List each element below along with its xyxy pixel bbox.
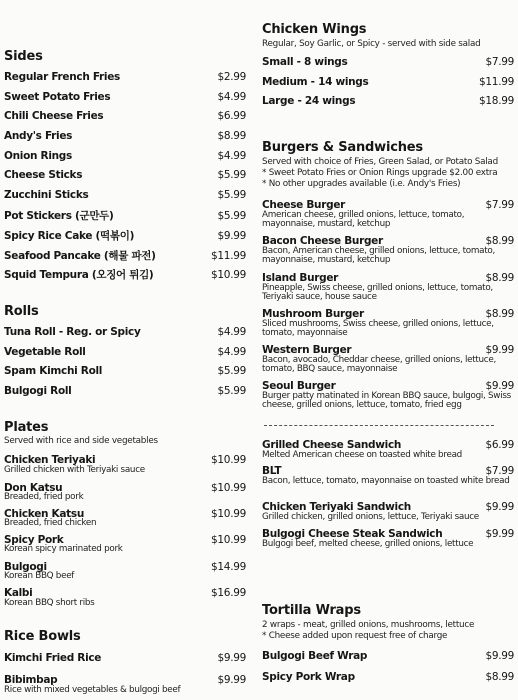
- item-price: $8.99: [485, 308, 514, 320]
- menu-item: [4, 150, 246, 165]
- menu-item: [4, 169, 246, 184]
- item-price: $7.99: [485, 465, 514, 477]
- menu-item: [4, 208, 246, 223]
- menu-item: [4, 91, 246, 106]
- menu-item: [4, 189, 246, 204]
- item-price: $8.99: [217, 130, 246, 142]
- item-description: Bacon, avocado, Cheddar cheese, grilled onions, lettuce, tomato, BBQ sauce, mayonnaise: [262, 355, 496, 375]
- item-name: Island Burger: [262, 272, 339, 284]
- section-title-rice-bowls: Rice Bowls: [4, 629, 81, 644]
- section-title-sides: Sides: [4, 49, 43, 64]
- tortilla-note: * Cheese added upon request free of charge: [262, 631, 448, 641]
- menu-item: [4, 110, 246, 125]
- menu-item: [4, 130, 246, 145]
- item-description: Grilled chicken, grilled onions, lettuce, Teriyaki sauce: [262, 512, 479, 522]
- item-name: Kalbi: [4, 587, 33, 599]
- item-price: $9.99: [485, 344, 514, 356]
- item-price: $18.99: [479, 95, 514, 107]
- item-price: $5.99: [217, 210, 246, 222]
- item-name: Bulgogi Cheese Steak Sandwich: [262, 528, 443, 540]
- menu-item: [4, 652, 246, 667]
- item-description: Grilled chicken with Teriyaki sauce: [4, 465, 145, 475]
- burgers-note: * No other upgrades available (i.e. Andy's Fries): [262, 179, 461, 189]
- section-title-burgers: Burgers & Sandwiches: [262, 140, 423, 155]
- item-name: Seafood Pancake (해물 파전): [4, 250, 156, 262]
- item-name: Bulgogi Roll: [4, 385, 72, 397]
- item-name: Pot Stickers (군만두): [4, 210, 114, 222]
- menu-item: [4, 267, 246, 282]
- menu-item: [4, 71, 246, 86]
- item-price: $4.99: [217, 150, 246, 162]
- item-description: Burger patty matinated in Korean BBQ sauce, bulgogi, Swiss cheese, grilled onions, lettuce, tomato, fried egg: [262, 391, 511, 411]
- item-price: $8.99: [485, 272, 514, 284]
- item-description: Sliced mushrooms, Swiss cheese, grilled onions, lettuce, tomato, mayonnaise: [262, 319, 494, 339]
- menu-item: [262, 671, 514, 686]
- menu-item: [4, 228, 246, 243]
- item-price: $10.99: [211, 482, 246, 494]
- item-name: Large - 24 wings: [262, 95, 356, 107]
- item-price: $9.99: [485, 501, 514, 513]
- item-price: $5.99: [217, 169, 246, 181]
- item-name: Squid Tempura (오징어 튀김): [4, 269, 154, 281]
- item-price: $4.99: [217, 346, 246, 358]
- item-name: Spicy Pork Wrap: [262, 671, 355, 683]
- item-description: Breaded, fried pork: [4, 492, 84, 502]
- item-description: Breaded, fried chicken: [4, 518, 97, 528]
- item-price: $6.99: [485, 439, 514, 451]
- item-description: Bacon, American cheese, grilled onions, lettuce, tomato, mayonnaise, mustard, ketchup: [262, 246, 495, 266]
- item-name: Don Katsu: [4, 482, 63, 494]
- item-price: $8.99: [485, 235, 514, 247]
- item-price: $9.99: [217, 230, 246, 242]
- item-description: Korean BBQ beef: [4, 571, 75, 581]
- item-price: $10.99: [211, 454, 246, 466]
- section-title-tortilla-wraps: Tortilla Wraps: [262, 603, 361, 618]
- item-name: Bulgogi: [4, 561, 47, 573]
- item-description: Pineapple, Swiss cheese, grilled onions, lettuce, tomato, Teriyaki sauce, house sauce: [262, 283, 493, 303]
- item-name: Bacon Cheese Burger: [262, 235, 383, 247]
- item-price: $4.99: [217, 91, 246, 103]
- item-name: Chicken Teriyaki: [4, 454, 96, 466]
- item-description: Rice with mixed vegetables & bulgogi beef: [4, 685, 181, 695]
- item-price: $10.99: [211, 269, 246, 281]
- item-price: $11.99: [211, 250, 246, 262]
- item-name: Grilled Cheese Sandwich: [262, 439, 402, 451]
- item-price: $9.99: [217, 652, 246, 664]
- burgers-note: * Sweet Potato Fries or Onion Rings upgrade $2.00 extra: [262, 168, 498, 178]
- item-price: $9.99: [485, 650, 514, 662]
- item-price: $4.99: [217, 326, 246, 338]
- item-name: Chicken Teriyaki Sandwich: [262, 501, 411, 513]
- item-description: Korean BBQ short ribs: [4, 598, 95, 608]
- item-name: Seoul Burger: [262, 380, 336, 392]
- item-name: Vegetable Roll: [4, 346, 86, 358]
- menu-item: [4, 326, 246, 341]
- burgers-note: Served with choice of Fries, Green Salad, or Potato Salad: [262, 157, 498, 167]
- item-description: Bulgogi beef, melted cheese, grilled onions, lettuce: [262, 539, 474, 549]
- item-price: $8.99: [485, 671, 514, 683]
- section-divider: [264, 425, 494, 426]
- item-price: $7.99: [485, 199, 514, 211]
- item-price: $6.99: [217, 110, 246, 122]
- item-description: American cheese, grilled onions, lettuce, tomato, mayonnaise, mustard, ketchup: [262, 210, 465, 230]
- item-description: Bacon, lettuce, tomato, mayonnaise on toasted white bread: [262, 476, 510, 486]
- wings-note: Regular, Soy Garlic, or Spicy - served with side salad: [262, 39, 481, 49]
- item-price: $5.99: [217, 385, 246, 397]
- item-name: Andy's Fries: [4, 130, 73, 142]
- section-title-chicken-wings: Chicken Wings: [262, 22, 367, 37]
- item-name: Zucchini Sticks: [4, 189, 89, 201]
- item-name: Chili Cheese Fries: [4, 110, 104, 122]
- menu-item: [262, 76, 514, 91]
- item-name: BLT: [262, 465, 282, 477]
- item-name: Medium - 14 wings: [262, 76, 369, 88]
- item-name: Spicy Rice Cake (떡볶이): [4, 230, 135, 242]
- item-name: Tuna Roll - Reg. or Spicy: [4, 326, 141, 338]
- left-column: [4, 0, 246, 700]
- item-description: Melted American cheese on toasted white bread: [262, 450, 462, 460]
- item-price: $9.99: [217, 674, 246, 686]
- menu-item: [262, 650, 514, 665]
- item-price: $16.99: [211, 587, 246, 599]
- item-price: $10.99: [211, 508, 246, 520]
- section-title-plates: Plates: [4, 420, 49, 435]
- item-name: Spicy Pork: [4, 534, 64, 546]
- menu-item: [4, 365, 246, 380]
- item-name: Kimchi Fried Rice: [4, 652, 102, 664]
- item-name: Bulgogi Beef Wrap: [262, 650, 368, 662]
- menu-item: [4, 385, 246, 400]
- plates-note: Served with rice and side vegetables: [4, 436, 158, 446]
- item-price: $5.99: [217, 189, 246, 201]
- item-name: Onion Rings: [4, 150, 72, 162]
- item-price: $10.99: [211, 534, 246, 546]
- item-price: $7.99: [485, 56, 514, 68]
- item-price: $11.99: [479, 76, 514, 88]
- section-title-rolls: Rolls: [4, 304, 39, 319]
- menu-item: [4, 346, 246, 361]
- item-price: $9.99: [485, 380, 514, 392]
- item-name: Cheese Burger: [262, 199, 346, 211]
- menu-item: [262, 56, 514, 71]
- item-name: Chicken Katsu: [4, 508, 85, 520]
- item-name: Bibimbap: [4, 674, 58, 686]
- item-price: $5.99: [217, 365, 246, 377]
- item-name: Cheese Sticks: [4, 169, 83, 181]
- item-name: Spam Kimchi Roll: [4, 365, 103, 377]
- item-name: Small - 8 wings: [262, 56, 348, 68]
- menu-item: [262, 95, 514, 110]
- item-name: Western Burger: [262, 344, 352, 356]
- item-price: $9.99: [485, 528, 514, 540]
- item-name: Mushroom Burger: [262, 308, 364, 320]
- item-price: $14.99: [211, 561, 246, 573]
- right-column: [262, 0, 514, 700]
- menu-item: [4, 248, 246, 263]
- item-name: Regular French Fries: [4, 71, 120, 83]
- item-description: Korean spicy marinated pork: [4, 544, 123, 554]
- tortilla-note: 2 wraps - meat, grilled onions, mushrooms, lettuce: [262, 620, 475, 630]
- item-price: $2.99: [217, 71, 246, 83]
- item-name: Sweet Potato Fries: [4, 91, 111, 103]
